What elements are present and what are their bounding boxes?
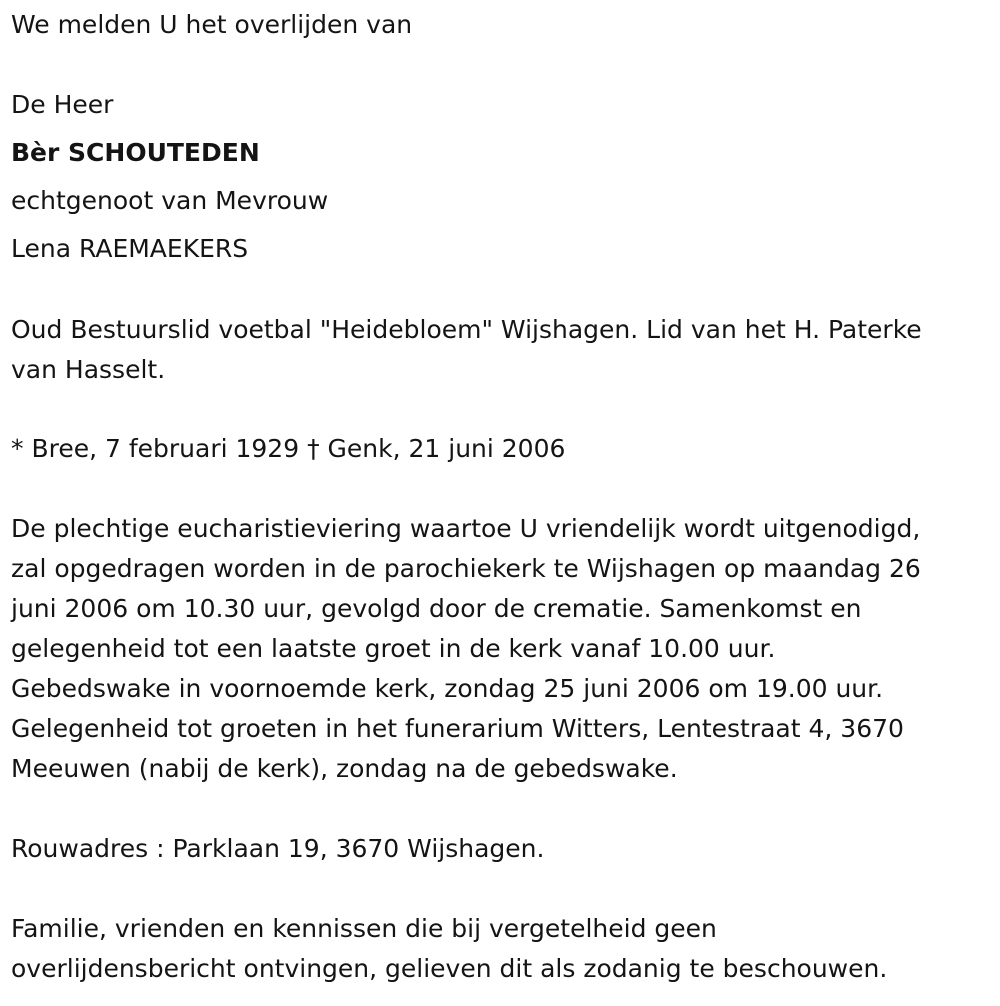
biography-paragraph xyxy=(11,310,991,390)
ceremony-line: De plechtige eucharistieviering waartoe U vriendelijk wordt uitgenodigd, xyxy=(11,514,921,543)
spouse-name: Lena RAEMAEKERS xyxy=(11,234,249,263)
ceremony-line: zal opgedragen worden in de parochiekerk te Wijshagen op maandag 26 xyxy=(11,554,921,583)
closing-line: Familie, vrienden en kennissen die bij vergetelheid geen xyxy=(11,914,717,943)
closing-line: overlijdensbericht ontvingen, gelieven dit als zodanig te beschouwen. xyxy=(11,954,888,983)
ceremony-line: Meeuwen (nabij de kerk), zondag na de gebedswake. xyxy=(11,754,678,783)
closing-paragraph xyxy=(11,909,991,989)
salutation: De Heer xyxy=(11,90,114,119)
mourning-address: Rouwadres : Parklaan 19, 3670 Wijshagen. xyxy=(11,834,545,863)
deceased-name: Bèr SCHOUTEDEN xyxy=(11,138,260,167)
birth-death-dates: * Bree, 7 februari 1929 † Genk, 21 juni 2006 xyxy=(11,434,566,463)
ceremony-paragraph xyxy=(11,509,991,789)
ceremony-line: Gelegenheid tot groeten in het funerarium Witters, Lentestraat 4, 3670 xyxy=(11,714,904,743)
ceremony-line: Gebedswake in voornoemde kerk, zondag 25 juni 2006 om 19.00 uur. xyxy=(11,674,884,703)
ceremony-line: juni 2006 om 10.30 uur, gevolgd door de crematie. Samenkomst en xyxy=(11,594,862,623)
intro-text: We melden U het overlijden van xyxy=(11,10,413,39)
biography-line: Oud Bestuurslid voetbal "Heidebloem" Wijshagen. Lid van het H. Paterke xyxy=(11,315,922,344)
spouse-label: echtgenoot van Mevrouw xyxy=(11,186,329,215)
ceremony-line: gelegenheid tot een laatste groet in de kerk vanaf 10.00 uur. xyxy=(11,634,776,663)
biography-line: van Hasselt. xyxy=(11,355,166,384)
